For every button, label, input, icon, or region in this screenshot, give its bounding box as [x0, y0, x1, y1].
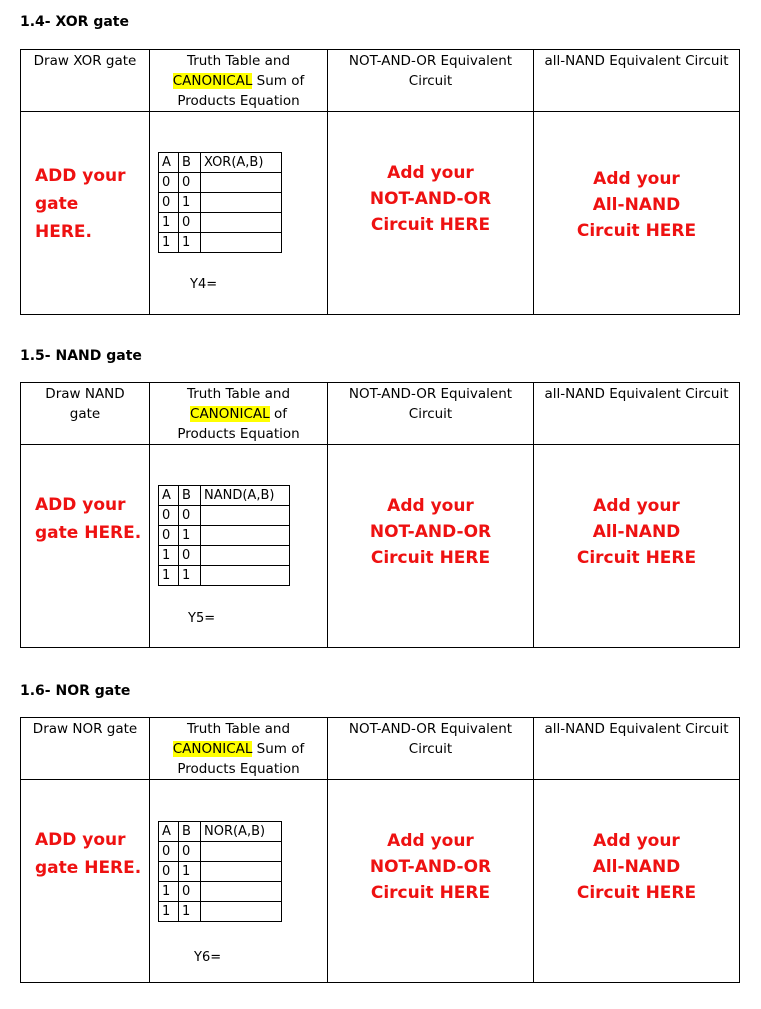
allnand-cell[interactable] [534, 780, 740, 983]
gate-placeholder: ADD your gate HERE. [35, 495, 142, 543]
section-xor [20, 49, 739, 313]
gate-cell[interactable] [21, 445, 150, 648]
truth-table: A B XOR(A,B) 0 0 0 1 1 0 1 1 [158, 152, 282, 253]
notandor-cell[interactable] [328, 112, 534, 315]
gate-cell[interactable] [21, 780, 150, 983]
header-draw: Draw XOR gate [21, 50, 150, 112]
section-nand [20, 382, 739, 646]
equation-label: Y5= [188, 611, 216, 626]
header-notandor: NOT-AND-OR Equivalent Circuit [328, 50, 534, 112]
notandor-placeholder: Add your NOT-AND-OR Circuit HERE [369, 496, 492, 568]
notandor-cell[interactable] [328, 445, 534, 648]
nand-table [20, 382, 740, 648]
canonical-highlight: CANONICAL [172, 73, 253, 89]
header-notandor: NOT-AND-OR Equivalent Circuit [328, 383, 534, 445]
header-allnand: all-NAND Equivalent Circuit [534, 50, 740, 112]
notandor-placeholder: Add your NOT-AND-OR Circuit HERE [369, 831, 492, 903]
header-allnand: all-NAND Equivalent Circuit [534, 718, 740, 780]
header-truth: Truth Table and CANONICAL Sum of Products Equation [150, 718, 328, 780]
xor-table [20, 49, 740, 315]
header-draw: Draw NOR gate [21, 718, 150, 780]
allnand-cell[interactable] [534, 445, 740, 648]
truth-cell[interactable] [150, 445, 328, 648]
header-allnand: all-NAND Equivalent Circuit [534, 383, 740, 445]
allnand-placeholder: Add your All-NAND Circuit HERE [576, 831, 697, 903]
gate-placeholder: ADD your gate HERE. [35, 830, 142, 878]
notandor-placeholder: Add your NOT-AND-OR Circuit HERE [369, 163, 492, 235]
allnand-placeholder: Add your All-NAND Circuit HERE [576, 169, 697, 241]
canonical-highlight: CANONICAL [190, 406, 270, 422]
gate-placeholder: ADD your gate HERE. [35, 166, 126, 242]
gate-cell[interactable] [21, 112, 150, 315]
header-draw: Draw NAND gate [21, 383, 150, 445]
nor-table [20, 717, 740, 983]
truth-table: A B NAND(A,B) 0 0 0 1 1 0 1 1 [158, 485, 290, 586]
truth-table: A B NOR(A,B) 0 0 0 1 1 0 1 1 [158, 821, 282, 922]
equation-label: Y4= [190, 277, 218, 292]
allnand-cell[interactable] [534, 112, 740, 315]
header-truth: Truth Table and CANONICAL Sum of Products Equation [150, 50, 328, 112]
truth-cell[interactable] [150, 780, 328, 983]
section-title-nor: 1.6- NOR gate [20, 683, 131, 699]
equation-label: Y6= [194, 950, 222, 965]
truth-cell[interactable] [150, 112, 328, 315]
section-title-xor: 1.4- XOR gate [20, 14, 129, 30]
header-truth: Truth Table and CANONICAL of Products Equation [150, 383, 328, 445]
allnand-placeholder: Add your All-NAND Circuit HERE [576, 496, 697, 568]
header-notandor: NOT-AND-OR Equivalent Circuit [328, 718, 534, 780]
section-title-nand: 1.5- NAND gate [20, 348, 142, 364]
canonical-highlight: CANONICAL [172, 741, 253, 757]
notandor-cell[interactable] [328, 780, 534, 983]
section-nor [20, 717, 739, 981]
